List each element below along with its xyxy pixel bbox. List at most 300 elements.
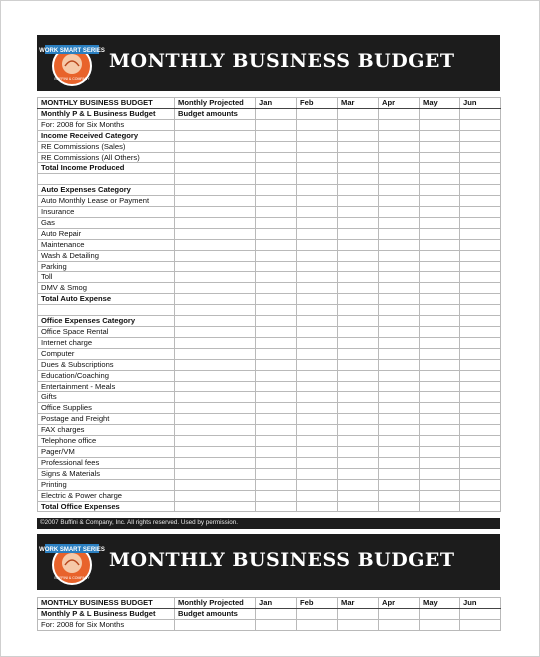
month-cell[interactable] [379, 619, 420, 630]
projected-cell[interactable] [175, 501, 256, 512]
month-cell[interactable] [420, 446, 460, 457]
column-header: Mar [338, 598, 379, 609]
month-cell[interactable] [256, 403, 297, 414]
month-cell[interactable] [420, 436, 460, 447]
projected-cell[interactable]: Budget amounts [175, 108, 256, 119]
month-cell[interactable] [379, 174, 420, 185]
month-cell[interactable] [420, 250, 460, 261]
month-cell[interactable] [297, 196, 338, 207]
table-row [38, 468, 501, 479]
month-cell[interactable] [379, 501, 420, 512]
month-cell[interactable] [256, 501, 297, 512]
month-cell[interactable] [338, 479, 379, 490]
projected-cell[interactable] [175, 272, 256, 283]
month-cell[interactable] [460, 250, 501, 261]
month-cell[interactable] [256, 327, 297, 338]
projected-cell[interactable] [175, 446, 256, 457]
month-cell[interactable] [256, 108, 297, 119]
month-cell[interactable] [256, 163, 297, 174]
month-cell[interactable] [379, 152, 420, 163]
table-row [38, 305, 501, 316]
month-cell[interactable] [297, 185, 338, 196]
month-cell[interactable] [256, 272, 297, 283]
month-cell[interactable] [297, 119, 338, 130]
month-cell[interactable] [460, 305, 501, 316]
month-cell[interactable] [420, 228, 460, 239]
month-cell[interactable] [297, 348, 338, 359]
month-cell[interactable] [256, 608, 297, 619]
month-cell[interactable] [379, 457, 420, 468]
month-cell[interactable] [420, 196, 460, 207]
month-cell[interactable] [420, 457, 460, 468]
month-cell[interactable] [297, 130, 338, 141]
projected-cell[interactable] [175, 359, 256, 370]
month-cell[interactable] [379, 446, 420, 457]
month-cell[interactable] [297, 370, 338, 381]
month-cell[interactable] [256, 294, 297, 305]
month-cell[interactable] [379, 468, 420, 479]
month-cell[interactable] [297, 327, 338, 338]
month-cell[interactable] [338, 608, 379, 619]
month-cell[interactable] [338, 261, 379, 272]
month-cell[interactable] [460, 119, 501, 130]
month-cell[interactable] [338, 163, 379, 174]
month-cell[interactable] [460, 608, 501, 619]
month-cell[interactable] [420, 207, 460, 218]
projected-cell[interactable] [175, 185, 256, 196]
month-cell[interactable] [338, 130, 379, 141]
month-cell[interactable] [297, 392, 338, 403]
header-banner [37, 35, 500, 91]
month-cell[interactable] [256, 436, 297, 447]
month-cell[interactable] [256, 414, 297, 425]
month-cell[interactable] [338, 619, 379, 630]
month-cell[interactable] [338, 414, 379, 425]
month-cell[interactable] [460, 446, 501, 457]
month-cell[interactable] [338, 239, 379, 250]
month-cell[interactable] [379, 414, 420, 425]
month-cell[interactable] [297, 425, 338, 436]
month-cell[interactable] [460, 359, 501, 370]
month-cell[interactable] [460, 141, 501, 152]
month-cell[interactable] [256, 316, 297, 327]
month-cell[interactable] [297, 468, 338, 479]
month-cell[interactable] [256, 185, 297, 196]
month-cell[interactable] [420, 403, 460, 414]
month-cell[interactable] [297, 337, 338, 348]
month-cell[interactable] [338, 228, 379, 239]
month-cell[interactable] [460, 228, 501, 239]
projected-cell[interactable] [175, 130, 256, 141]
month-cell[interactable] [297, 608, 338, 619]
month-cell[interactable] [297, 619, 338, 630]
month-cell[interactable] [256, 468, 297, 479]
month-cell[interactable] [460, 196, 501, 207]
month-cell[interactable] [460, 403, 501, 414]
month-cell[interactable] [256, 392, 297, 403]
month-cell[interactable] [297, 228, 338, 239]
month-cell[interactable] [338, 174, 379, 185]
month-cell[interactable] [460, 152, 501, 163]
month-cell[interactable] [379, 261, 420, 272]
projected-cell[interactable] [175, 217, 256, 228]
month-cell[interactable] [420, 141, 460, 152]
projected-cell[interactable] [175, 479, 256, 490]
month-cell[interactable] [420, 316, 460, 327]
month-cell[interactable] [379, 479, 420, 490]
month-cell[interactable] [460, 174, 501, 185]
month-cell[interactable] [460, 327, 501, 338]
month-cell[interactable] [338, 370, 379, 381]
month-cell[interactable] [379, 207, 420, 218]
table-row [38, 217, 501, 228]
month-cell[interactable] [379, 337, 420, 348]
month-cell[interactable] [256, 207, 297, 218]
month-cell[interactable] [297, 479, 338, 490]
month-cell[interactable] [379, 196, 420, 207]
month-cell[interactable] [379, 436, 420, 447]
month-cell[interactable] [379, 425, 420, 436]
month-cell[interactable] [379, 228, 420, 239]
table-row [38, 501, 501, 512]
month-cell[interactable] [256, 250, 297, 261]
month-cell[interactable] [379, 283, 420, 294]
projected-cell[interactable] [175, 196, 256, 207]
projected-cell[interactable] [175, 174, 256, 185]
row-label: Telephone office [38, 436, 175, 447]
month-cell[interactable] [338, 327, 379, 338]
projected-cell[interactable] [175, 163, 256, 174]
month-cell[interactable] [338, 250, 379, 261]
month-cell[interactable] [460, 501, 501, 512]
month-cell[interactable] [256, 119, 297, 130]
month-cell[interactable] [420, 119, 460, 130]
month-cell[interactable] [297, 108, 338, 119]
projected-cell[interactable] [175, 403, 256, 414]
month-cell[interactable] [460, 272, 501, 283]
month-cell[interactable] [379, 490, 420, 501]
work-smart-series-logo [39, 39, 105, 87]
table-header-row [38, 598, 501, 609]
month-cell[interactable] [460, 163, 501, 174]
month-cell[interactable] [420, 337, 460, 348]
month-cell[interactable] [338, 337, 379, 348]
month-cell[interactable] [420, 283, 460, 294]
month-cell[interactable] [460, 479, 501, 490]
row-label: Education/Coaching [38, 370, 175, 381]
month-cell[interactable] [256, 261, 297, 272]
month-cell[interactable] [256, 217, 297, 228]
month-cell[interactable] [297, 457, 338, 468]
month-cell[interactable] [460, 130, 501, 141]
month-cell[interactable] [338, 283, 379, 294]
month-cell[interactable] [460, 316, 501, 327]
month-cell[interactable] [338, 272, 379, 283]
month-cell[interactable] [297, 403, 338, 414]
column-header: Monthly Projected [175, 98, 256, 109]
table-row [38, 108, 501, 119]
row-label: Toll [38, 272, 175, 283]
month-cell[interactable] [460, 468, 501, 479]
month-cell[interactable] [379, 163, 420, 174]
month-cell[interactable] [460, 261, 501, 272]
row-label: RE Commissions (All Others) [38, 152, 175, 163]
month-cell[interactable] [379, 327, 420, 338]
month-cell[interactable] [420, 163, 460, 174]
month-cell[interactable] [420, 479, 460, 490]
table-row [38, 479, 501, 490]
projected-cell[interactable] [175, 207, 256, 218]
projected-cell[interactable] [175, 250, 256, 261]
projected-cell[interactable] [175, 414, 256, 425]
month-cell[interactable] [297, 446, 338, 457]
month-cell[interactable] [256, 130, 297, 141]
month-cell[interactable] [338, 359, 379, 370]
month-cell[interactable] [379, 141, 420, 152]
month-cell[interactable] [256, 305, 297, 316]
projected-cell[interactable] [175, 316, 256, 327]
row-label: Insurance [38, 207, 175, 218]
month-cell[interactable] [420, 261, 460, 272]
month-cell[interactable] [297, 359, 338, 370]
month-cell[interactable] [379, 305, 420, 316]
projected-cell[interactable]: Budget amounts [175, 608, 256, 619]
column-header: May [420, 598, 460, 609]
month-cell[interactable] [297, 261, 338, 272]
month-cell[interactable] [379, 272, 420, 283]
projected-cell[interactable] [175, 436, 256, 447]
month-cell[interactable] [338, 457, 379, 468]
month-cell[interactable] [379, 348, 420, 359]
month-cell[interactable] [338, 196, 379, 207]
month-cell[interactable] [338, 436, 379, 447]
month-cell[interactable] [297, 250, 338, 261]
projected-cell[interactable] [175, 348, 256, 359]
month-cell[interactable] [297, 316, 338, 327]
month-cell[interactable] [338, 403, 379, 414]
month-cell[interactable] [460, 294, 501, 305]
month-cell[interactable] [338, 141, 379, 152]
month-cell[interactable] [460, 239, 501, 250]
projected-cell[interactable] [175, 305, 256, 316]
month-cell[interactable] [338, 468, 379, 479]
month-cell[interactable] [297, 163, 338, 174]
month-cell[interactable] [420, 217, 460, 228]
budget-table [37, 97, 501, 512]
month-cell[interactable] [460, 381, 501, 392]
month-cell[interactable] [460, 425, 501, 436]
table-row [38, 196, 501, 207]
month-cell[interactable] [338, 207, 379, 218]
month-cell[interactable] [338, 185, 379, 196]
copyright-text: ©2007 Buffini & Company, Inc. All rights reserved. Used by permission. [40, 519, 238, 526]
month-cell[interactable] [379, 217, 420, 228]
month-cell[interactable] [460, 108, 501, 119]
month-cell[interactable] [256, 479, 297, 490]
month-cell[interactable] [379, 370, 420, 381]
month-cell[interactable] [256, 359, 297, 370]
month-cell[interactable] [460, 348, 501, 359]
month-cell[interactable] [256, 196, 297, 207]
month-cell[interactable] [338, 108, 379, 119]
month-cell[interactable] [338, 381, 379, 392]
month-cell[interactable] [460, 370, 501, 381]
month-cell[interactable] [420, 425, 460, 436]
month-cell[interactable] [420, 185, 460, 196]
table-row [38, 261, 501, 272]
projected-cell[interactable] [175, 228, 256, 239]
month-cell[interactable] [420, 619, 460, 630]
projected-cell[interactable] [175, 392, 256, 403]
month-cell[interactable] [420, 272, 460, 283]
projected-cell[interactable] [175, 468, 256, 479]
month-cell[interactable] [460, 490, 501, 501]
month-cell[interactable] [420, 608, 460, 619]
month-cell[interactable] [420, 381, 460, 392]
month-cell[interactable] [460, 457, 501, 468]
row-label [38, 174, 175, 185]
projected-cell[interactable] [175, 294, 256, 305]
projected-cell[interactable] [175, 261, 256, 272]
row-label: DMV & Smog [38, 283, 175, 294]
month-cell[interactable] [256, 370, 297, 381]
month-cell[interactable] [460, 619, 501, 630]
month-cell[interactable] [460, 283, 501, 294]
column-header: Jun [460, 98, 501, 109]
projected-cell[interactable] [175, 490, 256, 501]
month-cell[interactable] [256, 457, 297, 468]
month-cell[interactable] [460, 414, 501, 425]
month-cell[interactable] [420, 294, 460, 305]
projected-cell[interactable] [175, 327, 256, 338]
month-cell[interactable] [297, 283, 338, 294]
month-cell[interactable] [379, 381, 420, 392]
month-cell[interactable] [379, 403, 420, 414]
month-cell[interactable] [256, 490, 297, 501]
month-cell[interactable] [256, 152, 297, 163]
projected-cell[interactable] [175, 337, 256, 348]
month-cell[interactable] [379, 294, 420, 305]
month-cell[interactable] [420, 370, 460, 381]
month-cell[interactable] [338, 490, 379, 501]
month-cell[interactable] [379, 316, 420, 327]
projected-cell[interactable] [175, 283, 256, 294]
month-cell[interactable] [256, 348, 297, 359]
month-cell[interactable] [338, 348, 379, 359]
month-cell[interactable] [420, 392, 460, 403]
month-cell[interactable] [297, 152, 338, 163]
month-cell[interactable] [256, 141, 297, 152]
month-cell[interactable] [420, 305, 460, 316]
month-cell[interactable] [379, 392, 420, 403]
month-cell[interactable] [460, 392, 501, 403]
month-cell[interactable] [338, 152, 379, 163]
projected-cell[interactable] [175, 425, 256, 436]
month-cell[interactable] [420, 152, 460, 163]
month-cell[interactable] [338, 392, 379, 403]
projected-cell[interactable] [175, 239, 256, 250]
month-cell[interactable] [420, 239, 460, 250]
month-cell[interactable] [460, 207, 501, 218]
month-cell[interactable] [297, 207, 338, 218]
month-cell[interactable] [338, 501, 379, 512]
month-cell[interactable] [460, 217, 501, 228]
month-cell[interactable] [420, 490, 460, 501]
projected-cell[interactable] [175, 370, 256, 381]
month-cell[interactable] [338, 119, 379, 130]
month-cell[interactable] [297, 436, 338, 447]
month-cell[interactable] [297, 174, 338, 185]
month-cell[interactable] [297, 272, 338, 283]
row-label: Printing [38, 479, 175, 490]
month-cell[interactable] [297, 217, 338, 228]
row-label: Signs & Materials [38, 468, 175, 479]
month-cell[interactable] [256, 619, 297, 630]
month-cell[interactable] [297, 501, 338, 512]
month-cell[interactable] [256, 446, 297, 457]
month-cell[interactable] [420, 327, 460, 338]
month-cell[interactable] [379, 250, 420, 261]
month-cell[interactable] [256, 337, 297, 348]
month-cell[interactable] [460, 337, 501, 348]
month-cell[interactable] [297, 294, 338, 305]
projected-cell[interactable] [175, 381, 256, 392]
month-cell[interactable] [256, 228, 297, 239]
month-cell[interactable] [256, 283, 297, 294]
month-cell[interactable] [297, 414, 338, 425]
month-cell[interactable] [297, 381, 338, 392]
month-cell[interactable] [297, 239, 338, 250]
month-cell[interactable] [379, 130, 420, 141]
month-cell[interactable] [297, 490, 338, 501]
projected-cell[interactable] [175, 152, 256, 163]
month-cell[interactable] [420, 174, 460, 185]
month-cell[interactable] [256, 381, 297, 392]
month-cell[interactable] [338, 446, 379, 457]
month-cell[interactable] [420, 348, 460, 359]
month-cell[interactable] [420, 108, 460, 119]
month-cell[interactable] [379, 119, 420, 130]
month-cell[interactable] [420, 468, 460, 479]
month-cell[interactable] [338, 217, 379, 228]
table-row [38, 250, 501, 261]
projected-cell[interactable] [175, 457, 256, 468]
month-cell[interactable] [460, 436, 501, 447]
month-cell[interactable] [420, 501, 460, 512]
month-cell[interactable] [297, 305, 338, 316]
month-cell[interactable] [379, 359, 420, 370]
month-cell[interactable] [379, 608, 420, 619]
projected-cell[interactable] [175, 119, 256, 130]
month-cell[interactable] [420, 414, 460, 425]
month-cell[interactable] [379, 185, 420, 196]
month-cell[interactable] [420, 130, 460, 141]
month-cell[interactable] [256, 174, 297, 185]
month-cell[interactable] [338, 305, 379, 316]
month-cell[interactable] [338, 294, 379, 305]
month-cell[interactable] [420, 359, 460, 370]
month-cell[interactable] [338, 316, 379, 327]
projected-cell[interactable] [175, 141, 256, 152]
month-cell[interactable] [460, 185, 501, 196]
month-cell[interactable] [338, 425, 379, 436]
month-cell[interactable] [297, 141, 338, 152]
month-cell[interactable] [379, 108, 420, 119]
projected-cell[interactable] [175, 619, 256, 630]
month-cell[interactable] [256, 239, 297, 250]
month-cell[interactable] [379, 239, 420, 250]
month-cell[interactable] [256, 425, 297, 436]
